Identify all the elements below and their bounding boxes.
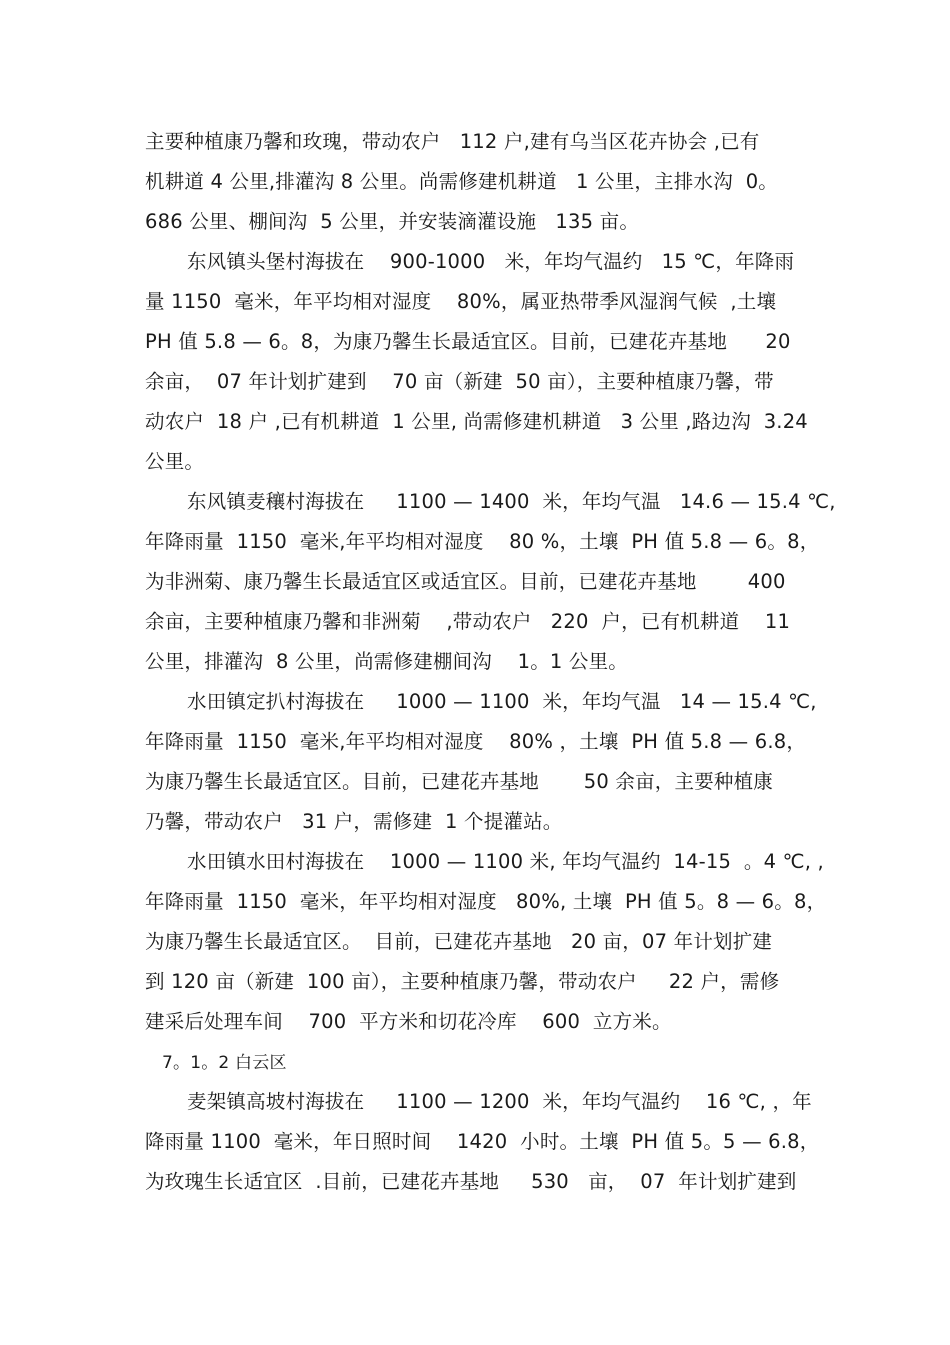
paragraph-start: 水田镇定扒村海拔在 1000 — 1100 米，年均气温 14 — 15.4 ℃, — [187, 690, 817, 713]
text-line: 686 公里、棚间沟 5 公里，并安装滴灌设施 135 亩。 — [145, 210, 640, 233]
text-line: 余亩， 07 年计划扩建到 70 亩（新建 50 亩），主要种植康乃馨，带 — [145, 370, 774, 393]
text-line: 年降雨量 1150 毫米,年平均相对湿度 80% ，土壤 PH 值 5.8 — 6.8， — [145, 730, 807, 753]
text-line: 为康乃馨生长最适宜区。 目前，已建花卉基地 20 亩，07 年计划扩建 — [145, 930, 773, 953]
text-line: 降雨量 1100 毫米，年日照时间 1420 小时。土壤 PH 值 5。5 — 6.8， — [145, 1130, 820, 1153]
paragraph-start: 东风镇头堡村海拔在 900-1000 米，年均气温约 15 ℃，年降雨 — [187, 250, 795, 273]
text-line: 建采后处理车间 700 平方米和切花冷库 600 立方米。 — [145, 1010, 672, 1033]
text-line: 年降雨量 1150 毫米，年平均相对湿度 80%, 土壤 PH 值 5。8 — 6。8， — [145, 890, 827, 913]
text-line: 量 1150 毫米，年平均相对湿度 80%，属亚热带季风湿润气候 ,土壤 — [145, 290, 777, 313]
paragraph-start: 水田镇水田村海拔在 1000 — 1100 米, 年均气温约 14-15 。4 ℃, , — [187, 850, 824, 873]
text-line: 余亩，主要种植康乃馨和非洲菊 ,带动农户 220 户，已有机耕道 11 — [145, 610, 791, 633]
text-line: 公里，排灌沟 8 公里，尚需修建棚间沟 1。1 公里。 — [145, 650, 629, 673]
text-line: 主要种植康乃馨和玫瑰，带动农户 112 户,建有乌当区花卉协会 ,已有 — [145, 130, 760, 153]
text-line: 动农户 18 户 ,已有机耕道 1 公里, 尚需修建机耕道 3 公里 ,路边沟 3.24 — [145, 410, 808, 433]
text-line: 乃馨，带动农户 31 户，需修建 1 个提灌站。 — [145, 810, 563, 833]
text-line: PH 值 5.8 — 6。8，为康乃馨生长最适宜区。目前，已建花卉基地 20 — [145, 330, 791, 353]
text-line: 到 120 亩（新建 100 亩），主要种植康乃馨，带动农户 22 户，需修 — [145, 970, 780, 993]
paragraph-start: 麦架镇高坡村海拔在 1100 — 1200 米，年均气温约 16 ℃, ，年 — [187, 1090, 812, 1113]
text-line: 为康乃馨生长最适宜区。目前，已建花卉基地 50 余亩，主要种植康 — [145, 770, 774, 793]
text-line: 为非洲菊、康乃馨生长最适宜区或适宜区。目前，已建花卉基地 400 — [145, 570, 786, 593]
text-line: 年降雨量 1150 毫米,年平均相对湿度 80 %，土壤 PH 值 5.8 — 6。8， — [145, 530, 820, 553]
text-line: 机耕道 4 公里,排灌沟 8 公里。尚需修建机耕道 1 公里，主排水沟 0。 — [145, 170, 779, 193]
paragraph-start: 东风镇麦穰村海拔在 1100 — 1400 米，年均气温 14.6 — 15.4 ℃, — [187, 490, 836, 513]
text-line: 公里。 — [145, 450, 205, 473]
section-heading: 7。1。2 白云区 — [162, 1053, 287, 1073]
text-line: 为玫瑰生长适宜区 .目前，已建花卉基地 530 亩， 07 年计划扩建到 — [145, 1170, 797, 1193]
